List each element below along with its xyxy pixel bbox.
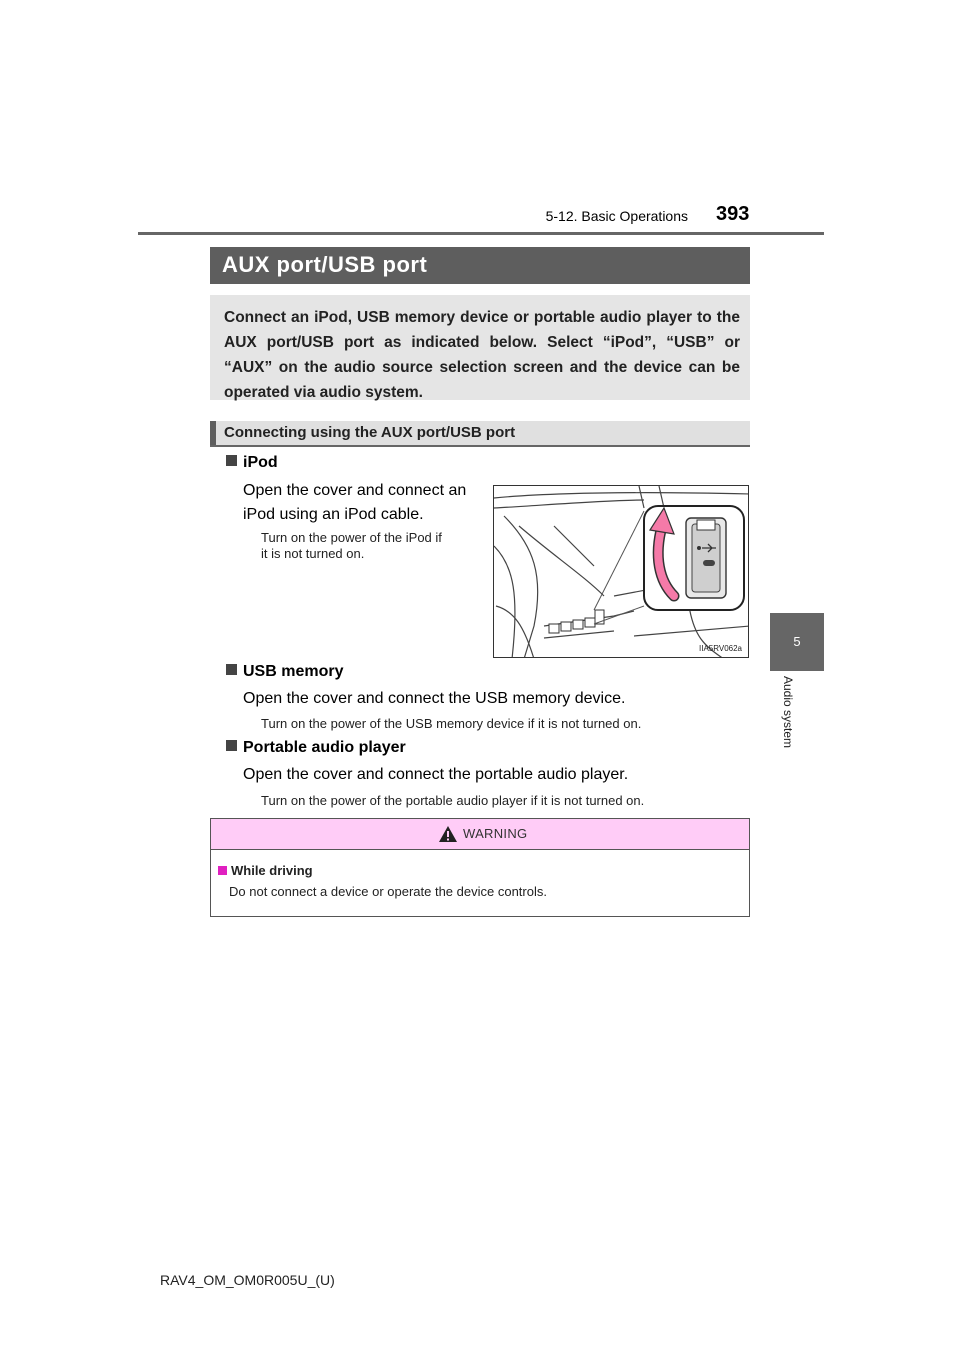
ipod-note-line2: it is not turned on.: [261, 546, 365, 561]
page-number: 393: [716, 203, 750, 225]
subsection-divider: [210, 445, 750, 447]
ipod-heading: [226, 454, 278, 472]
usb-memory-note: Turn on the power of the USB memory device if it is not turned on.: [261, 716, 642, 731]
chapter-tab: 5: [770, 613, 824, 671]
usb-memory-heading-text: USB memory: [243, 663, 344, 680]
ipod-instruction-line2: iPod using an iPod cable.: [243, 506, 424, 523]
warning-triangle-icon: [438, 825, 458, 843]
subsection-heading: [210, 421, 750, 445]
header-divider: [138, 232, 824, 235]
square-bullet-icon: [226, 664, 237, 675]
usb-port-figure: [493, 485, 749, 658]
ipod-instruction: [243, 480, 483, 526]
usb-port-illustration-icon: [494, 486, 749, 658]
warning-subheading: [218, 863, 313, 878]
usb-memory-instruction: Open the cover and connect the USB memory device.: [243, 690, 626, 707]
document-code: RAV4_OM_OM0R005U_(U): [160, 1272, 335, 1288]
warning-subheading-text: While driving: [231, 863, 313, 878]
square-bullet-icon: [226, 740, 237, 751]
portable-audio-heading-text: Portable audio player: [243, 739, 406, 756]
warning-title: WARNING: [463, 826, 528, 841]
figure-code: IIA5RV062a: [699, 644, 742, 653]
usb-memory-heading: [226, 663, 343, 681]
chapter-label: [781, 676, 799, 796]
subsection-title: Connecting using the AUX port/USB port: [224, 424, 516, 441]
warning-header: [211, 819, 749, 850]
warning-text: Do not connect a device or operate the device controls.: [229, 884, 547, 899]
ipod-note: [261, 530, 486, 562]
chapter-label-text: Audio system: [781, 676, 795, 749]
portable-audio-instruction: Open the cover and connect the portable audio player.: [243, 766, 629, 783]
ipod-instruction-line1: Open the cover and connect an: [243, 482, 467, 499]
portable-audio-note: Turn on the power of the portable audio player if it is not turned on.: [261, 793, 645, 808]
intro-text: Connect an iPod, USB memory device or portable audio player to the AUX port/USB port as indicated below. Select “iPod”, “USB” or “AUX” on the audio source selection screen and the device can be operated via audio system.: [224, 309, 740, 401]
ipod-note-line1: Turn on the power of the iPod if: [261, 530, 442, 545]
intro-box: [210, 295, 750, 400]
square-bullet-icon: [218, 866, 227, 875]
warning-box: [210, 818, 750, 917]
section-title: 5-12. Basic Operations: [545, 208, 688, 224]
page-title-bar: [210, 247, 750, 284]
ipod-heading-text: iPod: [243, 454, 278, 471]
square-bullet-icon: [226, 455, 237, 466]
page-title: AUX port/USB port: [222, 252, 428, 277]
portable-audio-heading: [226, 739, 406, 757]
